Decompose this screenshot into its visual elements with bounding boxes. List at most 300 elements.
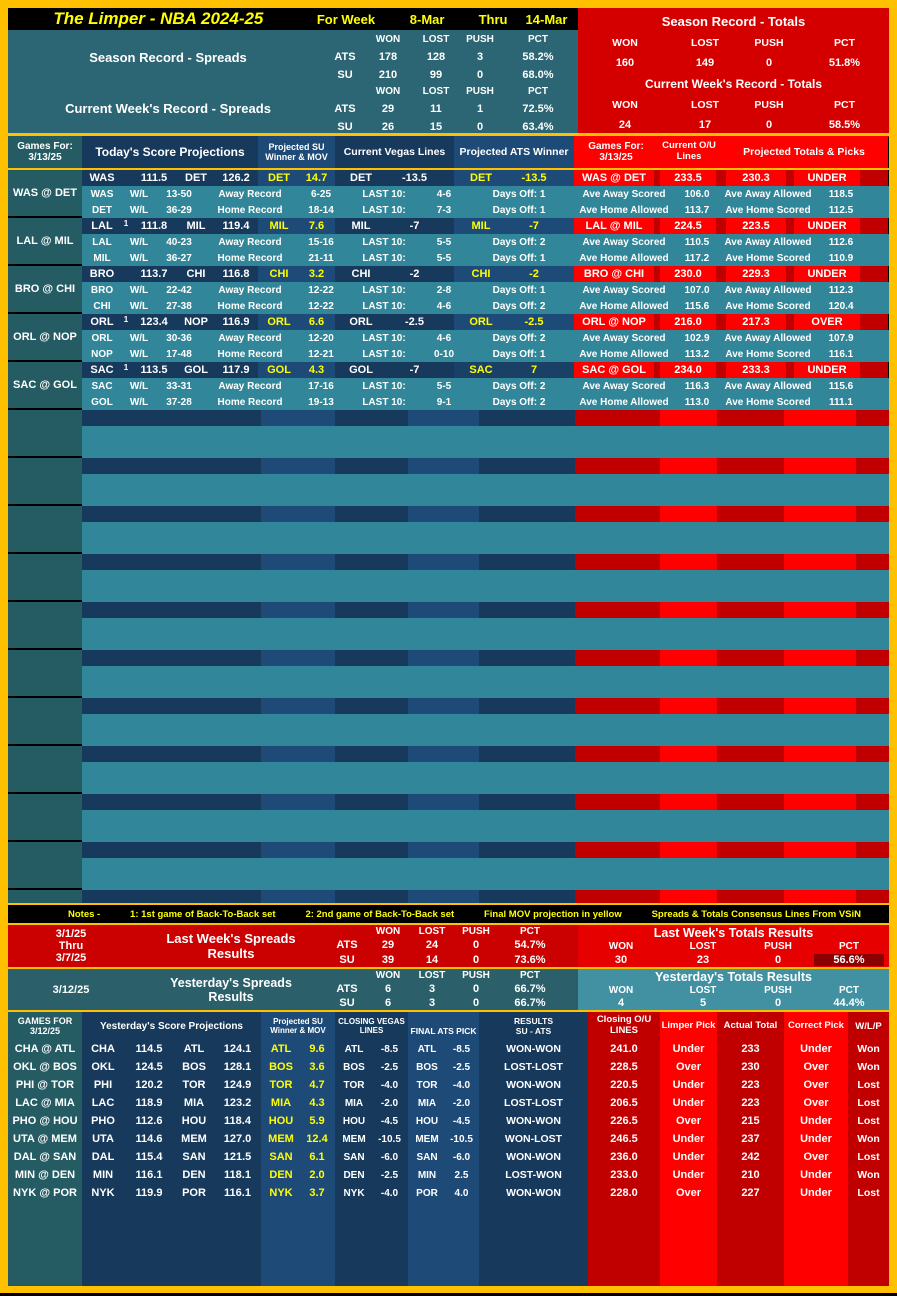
empty-cell: [479, 794, 575, 810]
ats-label: ATS: [336, 983, 358, 995]
empty-game-block: [8, 746, 889, 794]
projection-row: [82, 218, 889, 234]
empty-rows: [82, 554, 889, 602]
empty-rows: [82, 698, 889, 746]
totals-lost: 23: [696, 954, 710, 967]
ats-push: 3: [476, 51, 484, 64]
away-team: UTA: [92, 1133, 114, 1145]
empty-cell: [408, 410, 479, 426]
week-spreads-ats-row: [8, 101, 578, 116]
su-lost: 99: [429, 69, 443, 82]
empty-cell: [479, 458, 575, 474]
detail-row-home: [82, 394, 889, 410]
su-mov: 7.6: [308, 220, 325, 232]
last10-label: LAST 10:: [362, 204, 406, 216]
actual-total: 227: [717, 1184, 784, 1202]
ave-label: Ave Away Allowed: [724, 188, 812, 200]
empty-cell: [784, 602, 856, 618]
pct-col-header: PCT: [520, 970, 540, 981]
empty-teal-band: [82, 762, 889, 794]
days-off: Days Off: 1: [492, 252, 546, 264]
empty-teal-band: [82, 618, 889, 650]
empty-cell: [335, 554, 408, 570]
vegas-lines-header: Current Vegas Lines: [335, 136, 454, 168]
su-push: 0: [476, 120, 484, 133]
correct-pick: Under: [784, 1112, 848, 1130]
empty-game-block: [8, 410, 889, 458]
su-label: SU: [337, 69, 353, 82]
su-mov: 3.6: [309, 1061, 325, 1073]
empty-cell: [408, 602, 479, 618]
away-projected-score: 123.4: [140, 316, 168, 328]
home-team: MIA: [183, 1097, 205, 1109]
empty-bottom-region: [8, 1202, 889, 1286]
empty-rows: [82, 650, 889, 698]
empty-cell: [856, 506, 889, 522]
week-totals-label: Current Week's Record - Totals: [644, 77, 823, 91]
win-loss-result: Won: [848, 1166, 889, 1184]
ats-winner-cell: [454, 362, 574, 378]
empty-cell: [784, 650, 856, 666]
results-line-1: RESULTS: [513, 1016, 554, 1026]
won-col-header: WON: [612, 99, 638, 111]
ou-line: 216.0: [660, 314, 716, 330]
su-ats-result: LOST-LOST: [479, 1094, 588, 1112]
game-block: [8, 362, 889, 410]
empty-cell: [717, 698, 784, 714]
record-value: 12-20: [308, 332, 334, 344]
ats-label: ATS: [334, 102, 356, 115]
actual-total: 230: [717, 1058, 784, 1076]
vegas-team: NYK: [343, 1187, 365, 1199]
push-col-header: PUSH: [466, 85, 494, 97]
totals-lost: 17: [698, 119, 712, 131]
ats-pick-line: -2.5: [524, 316, 544, 328]
won-col-header: WON: [375, 926, 401, 938]
vegas-line: -2.5: [380, 1061, 399, 1073]
record-header-row: [8, 86, 578, 97]
score-projection-cell: [82, 1166, 261, 1184]
empty-cell: [784, 554, 856, 570]
actual-total: 210: [717, 1166, 784, 1184]
empty-cell: [479, 602, 575, 618]
ave-label: Ave Away Allowed: [724, 284, 812, 296]
empty-cell: [82, 746, 261, 762]
home-team: BOS: [182, 1061, 206, 1073]
score-projection-cell: [82, 1040, 261, 1058]
empty-matchup-cell: [8, 602, 82, 650]
su-push: 0: [476, 69, 484, 82]
matchup-label-right: ORL @ NOP: [574, 314, 654, 330]
win-loss-result: Lost: [848, 1184, 889, 1202]
actual-total: 223: [717, 1076, 784, 1094]
ats-pick-team: MIA: [417, 1097, 437, 1109]
projection-row: [82, 314, 889, 330]
ats-lost: 128: [426, 51, 446, 64]
empty-cell: [82, 554, 261, 570]
ats-pick-team: ORL: [469, 316, 493, 328]
empty-cell: [479, 506, 575, 522]
vegas-team: ORL: [349, 316, 373, 328]
final-ats-pick-cell: [408, 1130, 479, 1148]
away-projected-score: 120.2: [135, 1079, 163, 1091]
empty-matchup-cell: [8, 506, 82, 554]
empty-game-block: [8, 794, 889, 842]
gap: [716, 170, 726, 186]
empty-stripe-row: [82, 794, 889, 810]
ats-pct: 66.7%: [514, 983, 546, 995]
empty-cell: [575, 410, 660, 426]
last10-value: 2-8: [436, 284, 452, 296]
ats-won: 178: [378, 51, 398, 64]
game-block: [8, 266, 889, 314]
won-col-header: WON: [375, 970, 401, 981]
home-projected-score: 128.1: [223, 1061, 252, 1073]
wl-label: W/L: [129, 252, 149, 264]
actual-total: 237: [717, 1130, 784, 1148]
last10-label: LAST 10:: [362, 284, 406, 296]
ou-line: 233.5: [660, 170, 716, 186]
empty-cell: [261, 698, 335, 714]
empty-stripe-row: [82, 698, 889, 714]
date-thru: Thru: [58, 940, 84, 952]
lost-col-header: LOST: [422, 34, 450, 46]
empty-teal-band: [82, 522, 889, 554]
title-line-1: Last Week's Spreads: [166, 931, 296, 946]
spreads-record-box: [8, 30, 578, 137]
su-mov: 4.3: [309, 1097, 325, 1109]
ats-push: 1: [476, 102, 484, 115]
matchup-label-right: LAL @ MIL: [574, 218, 654, 234]
away-team: LAC: [91, 1097, 115, 1109]
record-header-row: [8, 34, 578, 45]
vegas-line-cell: [335, 314, 454, 330]
ave-label: Ave Home Allowed: [579, 348, 669, 360]
ave-value: 117.2: [684, 252, 710, 264]
projected-total: 229.3: [726, 266, 786, 282]
matchup-label: UTA @ MEM: [8, 1130, 82, 1148]
pct-col-header: PCT: [528, 34, 548, 46]
empty-rows: [82, 890, 889, 903]
final-ats-pick-cell: [408, 1112, 479, 1130]
su-pick-team: DET: [268, 172, 290, 184]
season-spreads-label: Season Record - Spreads: [89, 49, 247, 65]
season-totals-label: Season Record - Totals: [661, 14, 806, 29]
empty-cell: [408, 554, 479, 570]
closing-ou-line: 246.5: [588, 1130, 660, 1148]
push-col-header: PUSH: [754, 37, 784, 49]
away-projected-score: 114.5: [135, 1043, 163, 1055]
yesterday-games-header: [8, 1012, 889, 1040]
ats-won: 29: [381, 102, 395, 115]
ats-lost: 3: [428, 983, 436, 995]
closing-ou-line: 236.0: [588, 1148, 660, 1166]
totals-push: 0: [765, 119, 773, 131]
ave-label: Ave Home Scored: [725, 204, 811, 216]
empty-cell: [335, 890, 408, 903]
su-won: 6: [384, 997, 392, 1009]
ou-line: 230.0: [660, 266, 716, 282]
yesterday-game-row: [8, 1148, 889, 1166]
won-col-header: WON: [375, 34, 401, 46]
empty-cell: [717, 554, 784, 570]
su-winner-cell: [258, 170, 335, 186]
empty-matchup-cell: [8, 410, 82, 458]
lost-col-header: LOST: [689, 941, 717, 953]
empty-cell: [717, 458, 784, 474]
wl-label: W/L: [129, 284, 149, 296]
last-week-dates: [8, 925, 134, 967]
vegas-line: -7: [409, 364, 420, 376]
ats-pick-line: -4.0: [452, 1079, 471, 1091]
empty-cell: [575, 554, 660, 570]
score-projection-cell: [82, 1058, 261, 1076]
last10-value: 4-6: [436, 332, 452, 344]
empty-cell: [82, 890, 261, 903]
vegas-team: BOS: [343, 1061, 365, 1073]
ou-line: 234.0: [660, 362, 716, 378]
totals-pick-row: [574, 314, 888, 330]
correct-pick-header: Correct Pick: [784, 1012, 848, 1040]
team-abbrev: NOP: [91, 348, 113, 360]
su-winner-cell: [258, 218, 335, 234]
record-value: 6-25: [310, 188, 331, 200]
lost-col-header: LOST: [689, 984, 717, 996]
empty-cell: [82, 602, 261, 618]
su-mov: 4.7: [309, 1079, 325, 1091]
empty-cell: [717, 842, 784, 858]
empty-cell: [660, 650, 717, 666]
wl-record: 17-48: [166, 348, 192, 360]
home-projected-score: 126.2: [222, 172, 250, 184]
record-value: 17-16: [308, 380, 334, 392]
score-projection-cell: [82, 314, 258, 330]
last-week-spreads-title: [134, 925, 328, 967]
home-projected-score: 118.1: [224, 1169, 251, 1181]
vegas-line: -2.0: [380, 1097, 399, 1109]
ats-pick-team: SAC: [469, 364, 493, 376]
border-bottom: [0, 1286, 897, 1293]
empty-cell: [575, 650, 660, 666]
title-line-1: Yesterday's Spreads: [170, 975, 292, 990]
empty-column: [261, 1202, 335, 1286]
empty-cell: [856, 458, 889, 474]
totals-push: 0: [774, 997, 782, 1010]
empty-cell: [717, 602, 784, 618]
wl-label: W/L: [129, 332, 149, 344]
su-winner-cell: [261, 1184, 335, 1202]
su-ats-result: WON-LOST: [479, 1130, 588, 1148]
totals-record-box: [578, 8, 889, 137]
wl-record: 36-27: [166, 252, 192, 264]
days-off: Days Off: 2: [492, 380, 546, 392]
empty-cell: [261, 890, 335, 903]
lost-col-header: LOST: [691, 37, 719, 49]
wl-label: W/L: [129, 300, 149, 312]
ats-push: 0: [472, 983, 480, 995]
su-winner-cell: [261, 1148, 335, 1166]
ats-pct: 72.5%: [522, 102, 554, 115]
away-projected-score: 118.9: [135, 1097, 163, 1109]
wl-label: W/L: [129, 236, 149, 248]
empty-cell: [660, 554, 717, 570]
correct-pick: Over: [784, 1076, 848, 1094]
empty-teal-band: [82, 714, 889, 746]
games-for-header-right: [574, 136, 658, 168]
totals-won: 24: [618, 119, 632, 131]
matchup-label: DAL @ SAN: [8, 1148, 82, 1166]
correct-pick: Under: [784, 1166, 848, 1184]
ats-pick-line: -10.5: [450, 1133, 473, 1145]
matchup-label-right: BRO @ CHI: [574, 266, 654, 282]
push-col-header: PUSH: [466, 34, 494, 46]
empty-cell: [82, 650, 261, 666]
su-mov: 2.0: [309, 1169, 325, 1181]
ats-pick-line: -2.0: [452, 1097, 471, 1109]
ave-label: Ave Away Scored: [582, 332, 666, 344]
last-week-totals-title: Last Week's Totals Results: [653, 925, 814, 940]
ave-value: 113.0: [684, 396, 710, 408]
empty-cell: [856, 794, 889, 810]
empty-cell: [660, 410, 717, 426]
empty-stripe-row: [82, 842, 889, 858]
days-off: Days Off: 2: [492, 236, 546, 248]
empty-cell: [408, 506, 479, 522]
ave-value: 112.3: [828, 284, 854, 296]
ats-lost: 11: [430, 102, 442, 115]
last10-value: 7-3: [436, 204, 452, 216]
empty-teal-band: [82, 570, 889, 602]
page-title: The Limper - NBA 2024-25: [53, 9, 264, 28]
empty-cell: [82, 506, 261, 522]
record-header-row: [578, 37, 889, 49]
vegas-team: HOU: [342, 1115, 366, 1127]
empty-cell: [717, 890, 784, 903]
empty-matchup-cell: [8, 458, 82, 506]
empty-cell: [479, 746, 575, 762]
empty-matchup-cell: [8, 698, 82, 746]
totals-push: 0: [774, 954, 782, 967]
empty-cell: [335, 746, 408, 762]
empty-cell: [660, 458, 717, 474]
vegas-line-cell: [335, 362, 454, 378]
team-abbrev: CHI: [93, 300, 111, 312]
yesterday-game-row: [8, 1184, 889, 1202]
empty-cell: [575, 602, 660, 618]
game-block: [8, 170, 889, 218]
su-pick-team: MIA: [270, 1097, 292, 1109]
empty-cell: [408, 842, 479, 858]
su-ats-result: WON-WON: [479, 1112, 588, 1130]
away-projected-score: 113.5: [140, 364, 168, 376]
wl-record: 30-36: [166, 332, 192, 344]
ave-value: 110.5: [684, 236, 710, 248]
closing-ou-line: 206.5: [588, 1094, 660, 1112]
empty-cell: [82, 458, 261, 474]
days-off: Days Off: 1: [492, 348, 546, 360]
empty-cell: [660, 602, 717, 618]
gap: [786, 170, 794, 186]
home-projected-score: 116.1: [224, 1187, 251, 1199]
empty-stripe-row: [82, 506, 889, 522]
home-projected-score: 124.9: [223, 1079, 252, 1091]
score-projection-cell: [82, 170, 258, 186]
ave-value: 115.6: [684, 300, 710, 312]
matchup-label: SAC @ GOL: [8, 362, 82, 410]
su-winner-cell: [261, 1094, 335, 1112]
pct-col-header: PCT: [839, 941, 859, 953]
empty-cell: [717, 506, 784, 522]
actual-total: 242: [717, 1148, 784, 1166]
away-team: ORL: [90, 316, 114, 328]
days-off: Days Off: 2: [492, 396, 546, 408]
detail-row-away: [82, 234, 889, 250]
results-line-2: SU - ATS: [515, 1026, 552, 1036]
closing-vegas-header: CLOSING VEGAS LINES: [335, 1012, 408, 1040]
totals-push: 0: [765, 57, 773, 69]
empty-cell: [784, 410, 856, 426]
last-week-spreads-box: [8, 925, 578, 967]
last10-label: LAST 10:: [362, 348, 406, 360]
score-projection-cell: [82, 1148, 261, 1166]
season-spreads-su-row: [8, 69, 578, 81]
empty-cell: [261, 458, 335, 474]
away-team: SAC: [90, 364, 114, 376]
matchup-label: PHO @ HOU: [8, 1112, 82, 1130]
su-mov: 9.6: [309, 1043, 325, 1055]
empty-game-block: [8, 650, 889, 698]
last10-value: 0-10: [433, 348, 454, 360]
su-pick-team: TOR: [269, 1079, 293, 1091]
team-abbrev: DET: [92, 204, 112, 216]
b2b-flag: [122, 170, 130, 186]
record-label: Home Record: [217, 396, 283, 408]
week-totals-values: [578, 119, 889, 131]
record-label: Away Record: [218, 284, 282, 296]
last10-label: LAST 10:: [362, 332, 406, 344]
game-rows: [82, 218, 889, 266]
empty-cell: [335, 602, 408, 618]
empty-cell: [575, 842, 660, 858]
empty-teal-band: [82, 426, 889, 458]
empty-cell: [717, 794, 784, 810]
closing-ou-line: 228.5: [588, 1058, 660, 1076]
away-team: PHO: [91, 1115, 115, 1127]
home-projected-score: 127.0: [223, 1133, 252, 1145]
last10-label: LAST 10:: [362, 188, 406, 200]
ats-pick-team: MIL: [471, 220, 491, 232]
gap: [786, 218, 794, 234]
su-mov: 12.4: [306, 1133, 328, 1145]
actual-total: 223: [717, 1094, 784, 1112]
week-spreads-su-row: [8, 121, 578, 133]
games-date: 3/13/25: [599, 152, 633, 163]
empty-teal-band: [82, 810, 889, 842]
empty-cell: [408, 890, 479, 903]
empty-cell: [479, 554, 575, 570]
score-projection-cell: [82, 1094, 261, 1112]
empty-cell: [408, 458, 479, 474]
su-pick-team: NYK: [269, 1187, 293, 1199]
wl-label: W/L: [129, 396, 149, 408]
ats-winner-cell: [454, 266, 574, 282]
closing-vegas-cell: [335, 1058, 408, 1076]
record-label: Home Record: [217, 348, 283, 360]
b2b-flag: [122, 266, 130, 282]
last-week-spreads-grid: [328, 925, 578, 967]
ave-value: 111.1: [829, 396, 853, 408]
empty-stripe-row: [82, 602, 889, 618]
